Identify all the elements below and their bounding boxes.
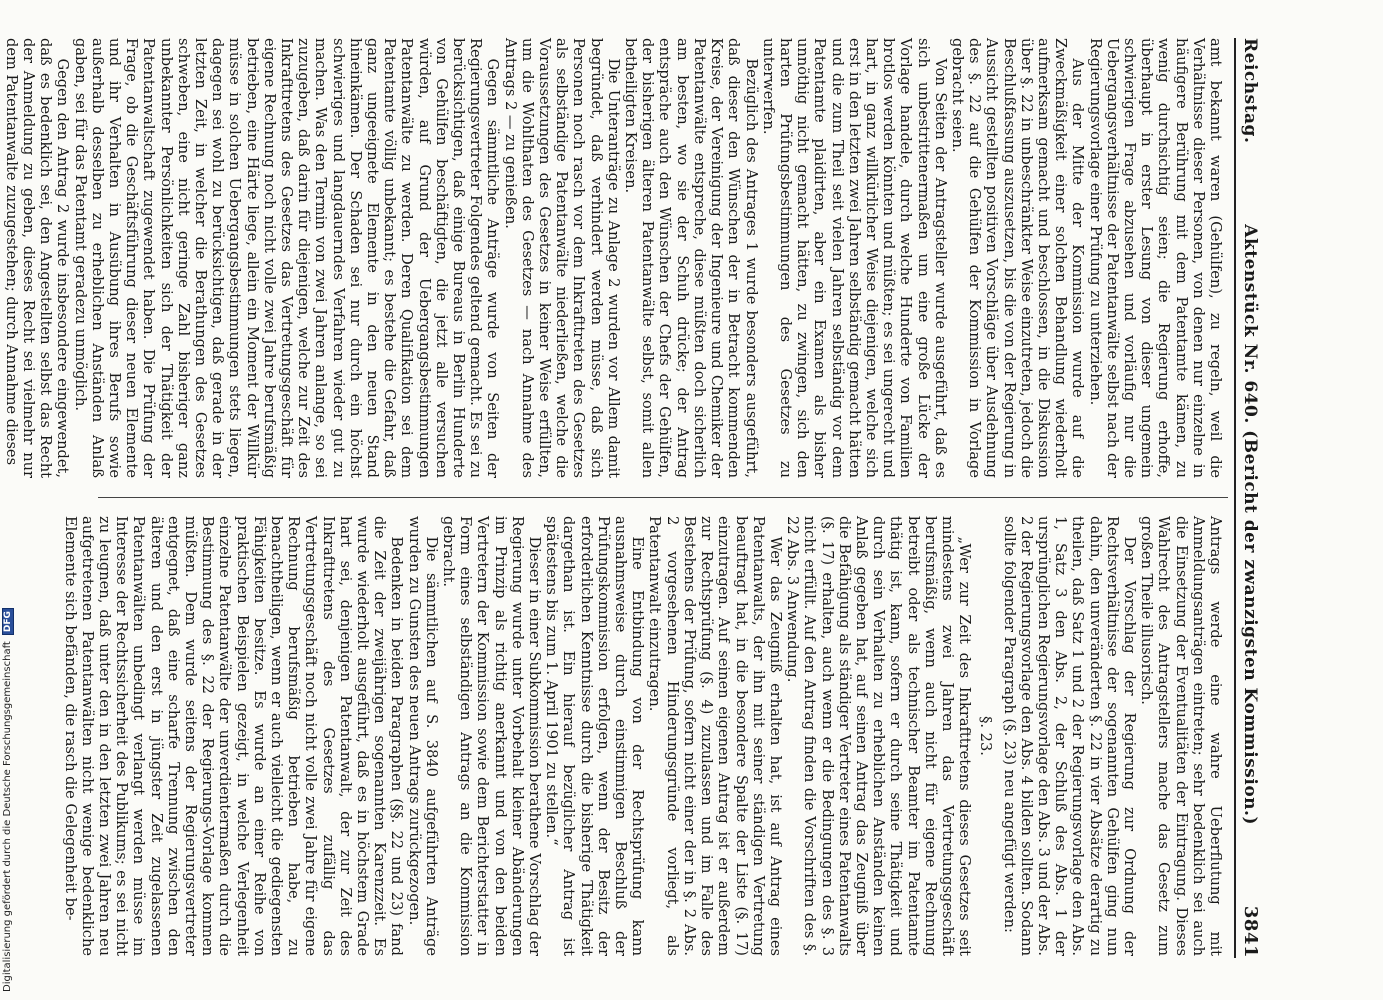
paragraph: „Wer zur Zeit des Inkrafttretens dieses Gesetzes seit mindestens zwei Jahren das Vertretungsgeschäft berufsmäßig, wenn auch nicht für eigene Rechnung betreibt oder als technischer Beamter im Patentamte thätig ist, kann, sofern er durch seine Thätigkeit und durch sein Verhalten zu erheblichen Anständen keinen Anlaß gegeben hat, auf seinen Antrag das Zeugniß über die Befähigung als ständiger Vertreter eines Patentanwalts (§. 17) erhalten, auch wenn er die Bedingungen des §. 3 nicht erfüllt. Auf den Antrag finden die Vorschriften des §. 22 Abs. 3 Anwendung. — [784, 516, 974, 956]
paragraph: Dieser in einer Subkommission berathene Vorschlag der Regierung wurde unter Vorbehalt kleiner Abänderungen im Prinzip als richtig anerkannt und von den beiden Vertretern der Kommission sowie dem Berichterstatter in Form eines selbständigen Antrags an die Kommission gebracht. — [440, 516, 544, 956]
paragraph: amt bekannt waren (Gehülfen), zu regeln, weil die Verhältnisse dieser Personen, von denen nur einzelne in häufigere Berührung mit dem Patentamte kämen, zu wenig durchsichtig seien; die Regierung erhoffe, überhaupt in erster Lesung von dieser ungemein schwierigen Frage abzusehen und vorläufig nur die Uebergangsverhältnisse der Patentanwälte selbst nach der Regierungsvorlage einer Prüfung zu unterziehen. — [1086, 38, 1224, 478]
paragraph: Eine Entbindung von der Rechtsprüfung kann ausnahmsweise durch einstimmigen Beschluß der Prüfungskommission erfolgen, wenn der Besitz der erforderlichen Kenntnisse durch die bisherige Thätigkeit dargethan ist. Ein hierauf bezüglicher Antrag ist spätestens bis zum 1. April 1901 zu stellen.“ — [543, 516, 647, 956]
paragraph: Antrags werde eine wahre Ueberflutung mit Anmeldungsanträgen eintreten; sehr bedenklich sei auch die Einsetzung der Eventualitäten der Eintragung. Dieses Wahlrecht des Antragstellers mache das Gesetz zum großen Theile illusorisch. — [1138, 516, 1224, 956]
right-column — [61, 516, 1224, 956]
funding-note: Digitalisierung gefördert durch die Deutsche Forschungsgemeinschaft — [2, 641, 13, 992]
paragraph: Bedenken in beiden Paragraphen (§§. 22 und 23) fand die Zeit der zweijährigen sogenannten Karenzzeit. Es wurde wiederholt ausgeführt, daß es in höchstem Grade hart sei, denjenigen Patentanwalt, der zur Zeit des Inkrafttretens des Gesetzes zufällig das Vertretungsgeschäft noch nicht volle zwei Jahre für eigene Rechnung berufsmäßig betrieben habe, zu benachtheiligen, wenn er auch vielleicht die gediegensten Fähigkeiten besitze. Es wurde an einer Reihe von praktischen Beispielen gezeigt, in welche Verlegenheit einzelne Patentanwälte der unverdientermaßen durch die Bestimmung des §. 22 der Regierungs-Vorlage kommen müßten. Dem wurde seitens der Regierungsvertreter entgegnet, daß eine scharfe Trennung zwischen den älteren und den erst in jüngster Zeit zugelassenen Patentanwälten unbedingt verlangt werden müsse im Interesse der Rechtssicherheit des Publikums; es sei nicht zu leugnen, daß unter den in den letzten zwei Jahren neu aufgetretenen Patentanwälten nicht wenige bedenkliche Elemente sich befänden, die rasch die Gelegenheit be- — [61, 516, 406, 956]
paragraph: Die Unteranträge zu Anlage 2 wurden vor Allem damit begründet, daß verhindert werden müsse, daß sich Personen noch rasch vor dem Inkrafttreten des Gesetzes als selbständige Patentanwälte niederließen, welche die Voraussetzungen des Gesetzes in keiner Weise erfüllten, um die Wohlthaten des Gesetzes — nach Annahme des Antrags 2 — zu genießen. — [501, 38, 622, 478]
paragraph: Wer das Zeugniß erhalten hat, ist auf Antrag eines Patentanwalts, der ihn mit seiner ständigen Vertretung beauftragt hat, in die besondere Spalte der Liste (§. 17) einzutragen. Auf seinen eigenen Antrag ist er außerdem zur Rechtsprüfung (§. 4) zuzulassen und im Falle des Bestehens der Prüfung, sofern nicht einer der in §. 2 Abs. 2 vorgesehenen Hinderungsgründe vorliegt, als Patentanwalt einzutragen. — [646, 516, 784, 956]
paragraph: Gegen den Antrag 2 wurde insbesondere eingewendet, daß es bedenklich sei, den Angestellten selbst das Recht der Anmeldung zu geben, dieses Recht sei vielmehr nur dem Patentanwalte zuzugestehen; durch Annahme dieses — [2, 38, 72, 478]
paragraph: Von Seiten der Antragsteller wurde ausgeführt, daß es sich unbestrittenermaßen um eine große Lücke der Vorlage handele, durch welche Hunderte von Familien brotlos werden könnten und müßten; es sei ungerecht und hart, in ganz willkürlicher Weise diejenigen, welche sich erst in den letzten zwei Jahren selbständig gemacht hätten und die zum Theil seit vielen Jahren selbständig vor dem Patentamte plaidirten, aber ein Examen als bisher unnöthig nicht gemacht hätten, zu zwingen, sich den harten Prüfungsbestimmungen des Gesetzes zu unterwerfen. — [759, 38, 949, 478]
page-number: 3841 — [1240, 905, 1261, 958]
page-header — [1240, 38, 1280, 958]
dfg-logo: DFG — [2, 608, 14, 635]
header-left: Reichstag. — [1240, 38, 1260, 144]
column-divider — [98, 497, 1228, 498]
header-rule — [1234, 38, 1236, 958]
paragraph: Aus der Mitte der Kommission wurde auf die Zweckmäßigkeit einer solchen Behandlung wiederholt aufmerksam gemacht und beschlossen, in die Diskussion über §. 22 in unbeschränkter Weise einzutreten, jedoch die Beschlußfassung auszusetzen, bis die von der Regierung in Aussicht gestellten positiven Vorschläge über Ausdehnung des §. 22 auf die Gehülfen der Kommission in Vorlage gebracht seien. — [948, 38, 1087, 478]
paragraph: Die sämmtlichen auf S. 3840 aufgeführten Anträge wurden zu Gunsten des neuen Antrags zurückgezogen. — [405, 516, 440, 956]
paragraph: Der Vorschlag der Regierung zur Ordnung der Rechtsverhältnisse der sogenannten Gehülfen ging nun dahin, den unveränderten §. 22 in vier Absätze derartig zu theilen, daß Satz 1 und 2 der Regierungsvorlage den Abs. 1, Satz 3 den Abs. 2, der Schluß des Abs. 1 der ursprünglichen Regierungsvorlage den Abs. 3 und der Abs. 2 der Regierungsvorlage den Abs. 4 bilden sollten. Sodann sollte folgender Paragraph (§. 23) neu angefügt werden: — [1000, 516, 1138, 956]
header-title: Aktenstück Nr. 640. (Bericht der zwanzigsten Kommission.) — [1240, 224, 1260, 825]
paragraph: Bezüglich des Antrages 1 wurde besonders ausgeführt, daß dieser den Wünschen der in Betracht kommenden Kreise, der Vereinigung der Ingenieure und Chemiker der Patentanwälte entspreche, diese müßten doch sicherlich am besten, wo sie der Schuh drücke; der Antrag entspräche auch den Wünschen der Chefs der Gehülfen, der bisherigen älteren Patentanwälte selbst, somit allen betheiligten Kreisen. — [622, 38, 760, 478]
left-column — [2, 38, 1224, 478]
section-heading: §. 23. — [977, 716, 995, 756]
side-caption — [2, 608, 14, 992]
paragraph: Gegen sämmtliche Anträge wurde von Seiten der Regierungsvertreter Folgendes geltend gemacht. Es sei zu berücksichtigen, daß einige Bureaus in Berlin Hunderte von Gehülfen beschäftigten, die jetzt alle versuchen würden, auf Grund der Uebergangsbestimmungen Patentanwälte zu werden. Deren Qualifikation sei dem Patentamte völlig unbekannt; es bestehe die Gefahr, daß ganz ungeeignete Elemente in den neuen Stand hineinkämen. Der Schaden sei nur durch ein höchst schwieriges und langdauerndes Verfahren wieder gut zu machen. Was den Termin von zwei Jahren anlange, so sei zuzugeben, daß darin für diejenigen, welche zur Zeit des Inkrafttretens des Gesetzes das Vertretungsgeschäft für eigene Rechnung noch nicht volle zwei Jahre berufsmäßig betrieben, eine Härte liege, allein ein Moment der Willkür müsse in solchen Uebergangsbestimmungen stets liegen, dagegen sei wohl zu berücksichtigen, daß gerade in der letzten Zeit, in welcher die Berathungen des Gesetzes schweben, eine nicht geringe Zahl bisheriger ganz unbekannter Persönlichkeiten sich der Thätigkeit der Patentanwaltschaft zugewendet haben. Die Prüfung der Frage, ob die Geschäftsführung dieser neuen Elemente und ihr Verhalten in Ausübung ihres Berufs sowie außerhalb desselben zu erheblichen Anständen Anlaß gaben, sei für das Patentamt geradezu unmöglich. — [71, 38, 502, 478]
